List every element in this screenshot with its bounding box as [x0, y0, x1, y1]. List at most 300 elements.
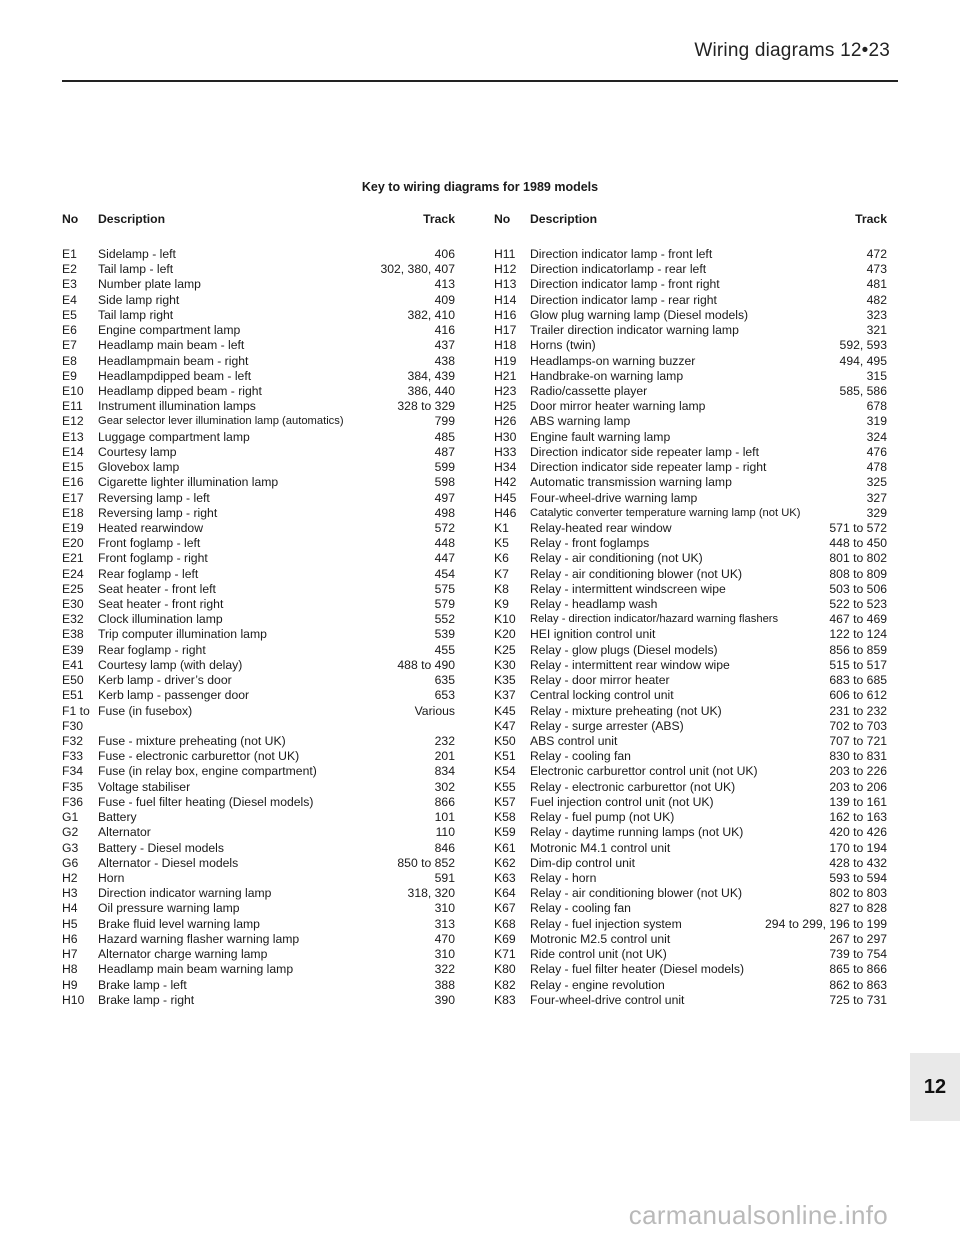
table-row	[494, 764, 887, 779]
row-track: 494, 495	[839, 353, 887, 368]
row-no: K8	[494, 581, 509, 596]
table-row	[494, 825, 887, 840]
row-track: 313	[434, 916, 455, 931]
left-rows	[62, 247, 455, 1008]
row-track: 522 to 523	[829, 597, 887, 612]
row-description: Trip computer illumination lamp	[98, 627, 267, 642]
row-no: K59	[494, 825, 516, 840]
right-column	[494, 212, 887, 1008]
row-no: K45	[494, 703, 516, 718]
table-row	[62, 612, 455, 627]
row-track: 702 to 703	[829, 718, 887, 733]
row-description: Brake lamp - left	[98, 977, 187, 992]
row-track: 481	[866, 277, 887, 292]
row-no: E10	[62, 383, 84, 398]
table-row	[62, 688, 455, 703]
table-row	[494, 262, 887, 277]
row-track: 203 to 206	[829, 779, 887, 794]
row-description: Side lamp right	[98, 292, 180, 307]
row-description: Tail lamp - left	[98, 262, 174, 277]
row-track: 571 to 572	[829, 520, 887, 535]
table-row	[62, 749, 455, 764]
table-row	[62, 277, 455, 292]
row-track: 390	[434, 992, 455, 1007]
table-row	[62, 323, 455, 338]
row-no: E8	[62, 353, 77, 368]
row-no: H12	[494, 262, 517, 277]
row-description: Fuse - electronic carburettor (not UK)	[98, 749, 300, 764]
row-track: 416	[434, 323, 455, 338]
row-no: K80	[494, 962, 516, 977]
row-description: Headlampmain beam - right	[98, 353, 249, 368]
table-row	[494, 506, 887, 521]
row-track: 678	[866, 399, 887, 414]
row-track: 866	[434, 794, 455, 809]
row-track: 328 to 329	[397, 399, 455, 414]
table-row	[62, 841, 455, 856]
row-description: Gear selector lever illumination lamp (automatics)	[98, 415, 344, 428]
row-description: Tail lamp right	[98, 307, 174, 322]
row-description: Relay - horn	[530, 870, 597, 885]
table-row	[494, 719, 887, 734]
row-description: Ride control unit (not UK)	[530, 947, 667, 962]
row-track: 487	[434, 444, 455, 459]
row-track: 850 to 852	[397, 855, 455, 870]
row-track: 319	[866, 414, 887, 429]
row-no: H23	[494, 383, 517, 398]
row-track: 437	[434, 338, 455, 353]
row-description: Voltage stabiliser	[98, 779, 191, 794]
row-track: 455	[434, 642, 455, 657]
row-description: Seat heater - front left	[98, 581, 216, 596]
row-track: 585, 586	[839, 383, 887, 398]
row-track: 473	[866, 262, 887, 277]
row-description: Battery - Diesel models	[98, 840, 224, 855]
row-description: Fuse - mixture preheating (not UK)	[98, 734, 286, 748]
table-row	[494, 384, 887, 399]
row-description: Relay - headlamp wash	[530, 597, 658, 612]
row-description: Oil pressure warning lamp	[98, 901, 240, 916]
row-description: Courtesy lamp (with delay)	[98, 657, 243, 672]
row-no: K1	[494, 520, 509, 535]
row-track: 232	[434, 734, 455, 748]
row-description: Alternator charge warning lamp	[98, 947, 268, 962]
table-row	[494, 445, 887, 460]
watermark: carmanualsonline.info	[628, 1200, 888, 1230]
row-track: 447	[434, 551, 455, 566]
row-no: E16	[62, 475, 84, 490]
row-track: 406	[434, 247, 455, 261]
row-track: 591	[434, 870, 455, 885]
row-no: K35	[494, 673, 516, 688]
row-no: K83	[494, 992, 516, 1007]
row-track: 478	[866, 460, 887, 475]
row-description: Relay - intermittent windscreen wipe	[530, 581, 726, 596]
table-row	[494, 567, 887, 582]
row-no: H10	[62, 992, 85, 1007]
row-description: Rear foglamp - right	[98, 642, 206, 657]
table-row	[62, 338, 455, 353]
row-no: E14	[62, 444, 84, 459]
table-row	[494, 338, 887, 353]
table-row	[494, 810, 887, 825]
row-description: Relay - cooling fan	[530, 749, 631, 764]
row-track: 497	[434, 490, 455, 505]
header-track: Track	[855, 212, 887, 226]
row-no: E20	[62, 536, 84, 551]
row-description: Glow plug warning lamp (Diesel models)	[530, 307, 749, 322]
table-row	[494, 947, 887, 962]
row-description: Relay - fuel pump (not UK)	[530, 810, 675, 825]
row-no: E6	[62, 323, 77, 338]
row-no: K20	[494, 627, 516, 642]
row-description: Relay - door mirror heater	[530, 673, 670, 688]
table-row	[62, 247, 455, 262]
row-track: 162 to 163	[829, 810, 887, 825]
table-row	[494, 841, 887, 856]
row-no: K71	[494, 947, 516, 962]
table-row	[62, 521, 455, 536]
table-row	[494, 460, 887, 475]
row-no: K57	[494, 794, 516, 809]
header-no: No	[62, 212, 79, 226]
row-track: 846	[434, 840, 455, 855]
header-track: Track	[423, 212, 455, 226]
table-row	[494, 749, 887, 764]
row-no: H45	[494, 490, 517, 505]
row-no: H42	[494, 475, 517, 490]
table-row	[494, 551, 887, 566]
header-rule	[62, 80, 898, 82]
table-row	[62, 506, 455, 521]
row-no: E50	[62, 673, 84, 688]
table-row	[494, 688, 887, 703]
table-row	[62, 704, 455, 719]
table-row	[494, 962, 887, 977]
row-track: 572	[434, 520, 455, 535]
table-row	[494, 932, 887, 947]
row-description: Direction indicator side repeater lamp - right	[530, 460, 767, 475]
table-row	[62, 414, 455, 429]
row-no: E15	[62, 460, 84, 475]
row-track: 488 to 490	[397, 657, 455, 672]
row-description: Direction indicator warning lamp	[98, 886, 272, 901]
row-no: E7	[62, 338, 77, 353]
row-track: 802 to 803	[829, 886, 887, 901]
row-no: H2	[62, 870, 78, 885]
row-description: ABS warning lamp	[530, 414, 631, 429]
table-row	[62, 947, 455, 962]
row-description: ABS control unit	[530, 734, 618, 748]
row-description: Alternator - Diesel models	[98, 855, 239, 870]
table-row	[62, 384, 455, 399]
row-track: 498	[434, 505, 455, 520]
row-description: Horn	[98, 870, 125, 885]
left-column-header	[62, 212, 455, 227]
row-description: Relay - daytime running lamps (not UK)	[530, 825, 744, 840]
row-no: H19	[494, 353, 517, 368]
row-description: Heated rearwindow	[98, 520, 204, 535]
row-no: E1	[62, 247, 77, 261]
row-no: H17	[494, 323, 517, 338]
table-row	[62, 734, 455, 749]
row-track: 386, 440	[407, 383, 455, 398]
table-row	[494, 704, 887, 719]
row-description: Fuse (in fusebox)	[98, 703, 193, 718]
row-no: K25	[494, 642, 516, 657]
table-row	[62, 673, 455, 688]
row-no: F36	[62, 794, 84, 809]
row-no: H26	[494, 414, 517, 429]
table-row	[62, 475, 455, 490]
row-description: Relay - surge arrester (ABS)	[530, 718, 684, 733]
table-row	[62, 597, 455, 612]
row-description: Relay - intermittent rear window wipe	[530, 657, 730, 672]
row-no: G6	[62, 855, 79, 870]
row-track: 267 to 297	[829, 931, 887, 946]
row-track: 830 to 831	[829, 749, 887, 764]
row-no: H9	[62, 977, 78, 992]
row-no: K67	[494, 901, 516, 916]
table-row	[62, 491, 455, 506]
row-description: Headlamps-on warning buzzer	[530, 353, 696, 368]
row-no: H8	[62, 962, 78, 977]
row-description: Four-wheel-drive control unit	[530, 992, 685, 1007]
row-description: Headlamp dipped beam - right	[98, 383, 262, 398]
row-no: F32	[62, 734, 84, 748]
row-no: H34	[494, 460, 517, 475]
section-tab: 12	[910, 1053, 960, 1121]
row-description: Radio/cassette player	[530, 383, 648, 398]
row-no: E30	[62, 597, 84, 612]
row-no: K30	[494, 657, 516, 672]
row-no: K55	[494, 779, 516, 794]
row-track: 635	[434, 673, 455, 688]
row-track: 470	[434, 931, 455, 946]
left-column	[62, 212, 455, 1008]
table-row	[62, 445, 455, 460]
row-description: Horns (twin)	[530, 338, 596, 353]
row-no: H4	[62, 901, 78, 916]
row-track: 725 to 731	[829, 992, 887, 1007]
row-track: 808 to 809	[829, 566, 887, 581]
table-row	[494, 582, 887, 597]
table-row	[62, 658, 455, 673]
row-no: E13	[62, 429, 84, 444]
row-description: Relay - fuel injection system	[530, 916, 682, 931]
table-row	[62, 901, 455, 916]
row-no: H21	[494, 368, 517, 383]
row-no: K50	[494, 734, 516, 748]
row-track: 409	[434, 292, 455, 307]
row-track: 101	[434, 810, 455, 825]
table-row	[494, 491, 887, 506]
row-no: K51	[494, 749, 516, 764]
row-track: 321	[866, 323, 887, 338]
row-track: Various	[414, 703, 455, 718]
row-track: 323	[866, 307, 887, 322]
row-description: Automatic transmission warning lamp	[530, 475, 732, 490]
row-track: 476	[866, 444, 887, 459]
row-description: Headlampdipped beam - left	[98, 368, 252, 383]
row-no: F30	[62, 718, 84, 733]
row-track: 801 to 802	[829, 551, 887, 566]
row-no: K9	[494, 597, 509, 612]
row-description: Brake fluid level warning lamp	[98, 916, 260, 931]
row-track: 472	[866, 247, 887, 261]
table-row	[62, 886, 455, 901]
row-no: K64	[494, 886, 516, 901]
table-row	[62, 993, 455, 1008]
table-row	[62, 460, 455, 475]
row-description: Relay - cooling fan	[530, 901, 631, 916]
row-no: E38	[62, 627, 84, 642]
row-description: Kerb lamp - passenger door	[98, 688, 250, 703]
row-description: Engine compartment lamp	[98, 323, 241, 338]
table-row	[494, 247, 887, 262]
table-row	[494, 277, 887, 292]
row-description: Relay - mixture preheating (not UK)	[530, 703, 722, 718]
table-row	[494, 308, 887, 323]
row-description: Relay - air conditioning (not UK)	[530, 551, 703, 566]
row-track: 606 to 612	[829, 688, 887, 703]
row-track: 856 to 859	[829, 642, 887, 657]
table-row	[62, 978, 455, 993]
row-track: 329	[866, 505, 887, 520]
row-track: 467 to 469	[829, 612, 887, 627]
header-no: No	[494, 212, 511, 226]
row-description: Kerb lamp - driver’s door	[98, 673, 232, 688]
table-row	[494, 673, 887, 688]
row-track: 834	[434, 764, 455, 779]
row-no: H16	[494, 307, 517, 322]
table-row	[62, 795, 455, 810]
row-description: Direction indicator lamp - front left	[530, 247, 713, 261]
table-row	[62, 293, 455, 308]
row-description: Relay - direction indicator/hazard warning flashers	[530, 613, 779, 626]
table-row	[62, 719, 455, 734]
table-row	[494, 795, 887, 810]
table-row	[494, 871, 887, 886]
row-description: Brake lamp - right	[98, 992, 195, 1007]
table-row	[494, 643, 887, 658]
row-track: 382, 410	[407, 307, 455, 322]
row-no: K62	[494, 855, 516, 870]
row-description: Motronic M4.1 control unit	[530, 840, 671, 855]
table-row	[494, 414, 887, 429]
row-track: 503 to 506	[829, 581, 887, 596]
row-description: Relay - electronic carburettor (not UK)	[530, 779, 736, 794]
table-row	[62, 917, 455, 932]
row-description: Number plate lamp	[98, 277, 201, 292]
row-no: H33	[494, 444, 517, 459]
row-description: Glovebox lamp	[98, 460, 180, 475]
row-description: Direction indicator lamp - rear right	[530, 292, 717, 307]
table-row	[62, 536, 455, 551]
row-description: Instrument illumination lamps	[98, 399, 256, 414]
row-track: 322	[434, 962, 455, 977]
row-no: E39	[62, 642, 84, 657]
row-description: Relay - air conditioning blower (not UK)	[530, 886, 743, 901]
table-row	[62, 399, 455, 414]
row-description: Dim-dip control unit	[530, 855, 635, 870]
row-no: E24	[62, 566, 84, 581]
table-row	[62, 856, 455, 871]
row-no: F34	[62, 764, 84, 779]
row-no: H13	[494, 277, 517, 292]
table-row	[494, 475, 887, 490]
row-no: E41	[62, 657, 84, 672]
row-description: Engine fault warning lamp	[530, 429, 671, 444]
row-no: K61	[494, 840, 516, 855]
row-description: Headlamp main beam warning lamp	[98, 962, 294, 977]
row-no: H7	[62, 947, 78, 962]
row-track: 324	[866, 429, 887, 444]
row-track: 413	[434, 277, 455, 292]
table-row	[62, 962, 455, 977]
row-track: 203 to 226	[829, 764, 887, 779]
row-no: K58	[494, 810, 516, 825]
row-track: 515 to 517	[829, 657, 887, 672]
row-track: 579	[434, 597, 455, 612]
row-track: 302	[434, 779, 455, 794]
row-no: F33	[62, 749, 84, 764]
row-description: Relay - glow plugs (Diesel models)	[530, 642, 718, 657]
row-track: 294 to 299, 196 to 199	[765, 916, 887, 931]
table-row	[62, 262, 455, 277]
row-no: E19	[62, 520, 84, 535]
table-row	[494, 323, 887, 338]
row-track: 110	[435, 825, 455, 840]
row-description: Direction indicator side repeater lamp - left	[530, 444, 759, 459]
table-row	[62, 764, 455, 779]
table-row	[62, 871, 455, 886]
row-description: Headlamp main beam - left	[98, 338, 245, 353]
row-no: K63	[494, 870, 516, 885]
table-row	[62, 627, 455, 642]
table-row	[62, 308, 455, 323]
row-track: 448 to 450	[829, 536, 887, 551]
row-no: E51	[62, 688, 84, 703]
row-track: 592, 593	[839, 338, 887, 353]
row-no: H11	[494, 247, 516, 261]
row-no: F35	[62, 779, 84, 794]
row-description: Relay - fuel filter heater (Diesel models)	[530, 962, 745, 977]
table-row	[62, 369, 455, 384]
row-track: 302, 380, 407	[380, 262, 455, 277]
table-row	[494, 354, 887, 369]
row-no: H14	[494, 292, 517, 307]
row-no: K47	[494, 718, 516, 733]
row-no: K37	[494, 688, 516, 703]
row-no: G1	[62, 810, 79, 825]
row-description: HEI ignition control unit	[530, 627, 656, 642]
row-no: E2	[62, 262, 77, 277]
row-description: Seat heater - front right	[98, 597, 224, 612]
row-no: H25	[494, 399, 517, 414]
row-description: Hazard warning flasher warning lamp	[98, 931, 300, 946]
row-description: Fuel injection control unit (not UK)	[530, 794, 714, 809]
row-description: Relay - front foglamps	[530, 536, 650, 551]
table-row	[62, 825, 455, 840]
row-description: Motronic M2.5 control unit	[530, 931, 671, 946]
row-track: 598	[434, 475, 455, 490]
row-description: Relay - engine revolution	[530, 977, 665, 992]
table-row	[494, 612, 887, 627]
row-no: K7	[494, 566, 509, 581]
row-track	[451, 719, 455, 734]
table-row	[494, 901, 887, 916]
